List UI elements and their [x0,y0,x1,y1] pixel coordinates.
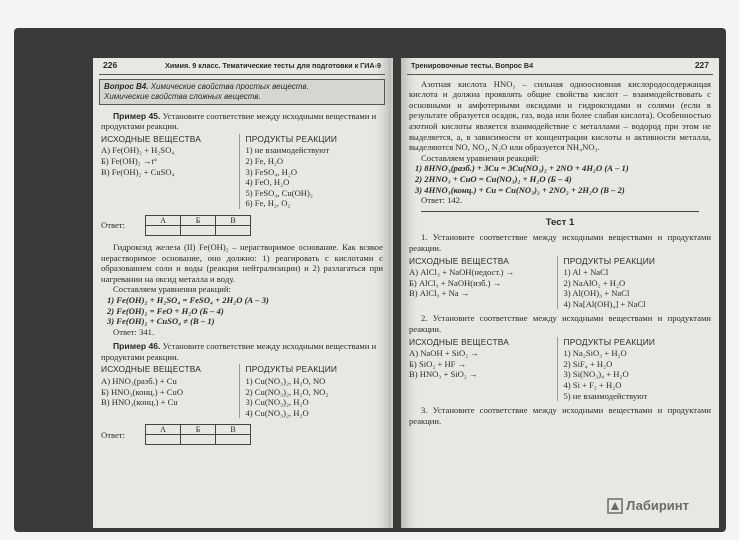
answer-label: Ответ: [101,429,125,440]
labirint-logo-icon [607,498,623,514]
example-45-answer-row [101,215,383,236]
answer-header-b: Б [181,215,216,225]
reactant-item: Б) HNO₃(конц.) + CuO [101,386,184,397]
answer-header-a: А [146,215,181,225]
reactants-title: ИСХОДНЫЕ ВЕЩЕСТВА [409,255,510,266]
reactant-item: А) Fe(OH)₂ + H₂SO₄ [101,145,175,156]
right-running-title: Тренировочные тесты. Вопрос В4 [411,61,534,70]
example-45-lead: Пример 45. [113,110,161,121]
example-46-answer-row [101,424,383,445]
q2-products [557,337,712,402]
equation: 2) 2HNO₃ + CuO = Cu(NO₃)₂ + H₂O (Б – 4) [415,173,572,184]
labirint-logo-text: Лабиринт [626,497,689,513]
reactant-item: А) AlCl₃ + NaOH(недост.) → [409,267,515,278]
test-title: Тест 1 [545,216,575,228]
product-item: 2) SiF₄ + H₂O [563,358,613,369]
product-item: 1) Cu(NO₃)₂, H₂O, NO [245,376,326,387]
answer-table [145,215,251,236]
answer-header-b: Б [181,425,216,435]
equation: 3) 4HNO₃(конц.) + Cu = Cu(NO₃)₂ + 2NO₂ + 2H₂O (В – 2) [415,184,625,195]
product-item: 4) FeO, H₂O [245,177,290,188]
example-46-products [239,364,384,418]
labirint-watermark [607,498,689,514]
example-45-statement [101,111,383,132]
reactant-item: В) HNO₃(конц.) + Cu [101,397,178,408]
reactants-title: ИСХОДНЫЕ ВЕЩЕСТВА [409,336,510,347]
example-45-columns [101,134,383,209]
answer-header-v: В [216,215,251,225]
left-running-title: Химия. 9 класс. Тематические тесты для подготовки к ГИА-9 [165,61,381,70]
product-item: 5) FeSO₄, Cu(OH)₂ [245,187,313,198]
reactant-item: А) NaOH + SiO₂ → [409,348,479,359]
product-item: 2) Fe, H₂O [245,155,284,166]
product-item: 2) Cu(NO₃)₂, H₂O, NO₂ [245,386,329,397]
example-45-explanation: Гидроксид железа (II) Fe(OH)₂ – нерастворимое основание. Как всякое нерастворимое основание, оно должно: 1) реагировать с кислотами с образованием соли и воды (реакция нейтрализации) и 2) разлагаться при нагревании на оксид металла и воду. [101,241,383,284]
example-45-text: Установите соответствие между исходными веществами и продуктами реакции. [101,110,377,132]
q1-products [557,256,712,310]
example-46-columns [101,364,383,418]
answer-cell[interactable] [146,435,181,445]
q2-reactants [409,337,557,402]
nitric-acid-intro: Азотная кислота HNO₃ – сильная одноосновная кислородосодержащая кислота и должна проявлять общие свойства кислот – взаимодействовать с основными и амфотерными оксидами и гидроксидами и солями (если в результате образуется осадок, газ, вода или более слабая кислота). Особенностью азотной кислоты является взаимодействие с металлами – водород при этом не выделяется, а, в зависимости от концентрации кислоты и активности металла, выделяются NO, NO₂, N₂O или образуется NH₄NO₃. [409,78,711,153]
left-page-number: 226 [103,60,118,70]
right-eq-intro: Составляем уравнения реакций: [421,152,539,163]
products-title: ПРОДУКТЫ РЕАКЦИИ [563,336,656,347]
q1-reactants [409,256,557,310]
products-title: ПРОДУКТЫ РЕАКЦИИ [563,255,656,266]
equation: 1) Fe(OH)₂ + H₂SO₄ = FeSO₄ + 2H₂O (А – 3) [107,294,269,305]
example-46-text: Установите соответствие между исходными веществами и продуктами реакции. [101,341,377,362]
question-box-line2: Химические свойства сложных веществ. [104,91,261,101]
right-result: Ответ: 142. [421,195,463,206]
right-page-number: 227 [694,60,709,70]
answer-cell[interactable] [216,435,251,445]
answer-cell[interactable] [181,225,216,235]
q2-columns [409,337,711,402]
left-page-header [99,60,385,75]
example-45-reactants [101,134,239,209]
product-item: 1) Al + NaCl [563,267,609,278]
equation: 1) 8HNO₃(разб.) + 3Cu = 3Cu(NO₃)₂ + 2NO + 4H₂O (А – 1) [415,163,629,174]
answer-cell[interactable] [181,435,216,445]
product-item: 5) не взаимодействуют [563,390,648,401]
reactants-title: ИСХОДНЫЕ ВЕЩЕСТВА [101,133,202,144]
answer-header-v: В [216,425,251,435]
right-page-header [407,60,713,75]
right-page [401,58,719,528]
example-45-products [239,134,384,209]
product-item: 3) Si(NO₃)₄ + H₂O [563,369,629,380]
example-45-eq-intro: Составляем уравнения реакций: [113,284,231,295]
product-item: 3) Cu(NO₃)₂, H₂O [245,397,309,408]
answer-table [145,424,251,445]
product-item: 6) Fe, H₂, O₂ [245,198,291,209]
product-item: 2) NaAlO₂ + H₂O [563,277,626,288]
q2-text: 2. Установите соответствие между исходными веществами и продуктами реакции. [409,313,711,335]
answer-cell[interactable] [216,225,251,235]
example-46-lead: Пример 46. [113,341,161,352]
left-page [93,58,393,528]
question-box [99,79,385,105]
q1-columns [409,256,711,310]
divider [421,211,699,212]
reactant-item: Б) AlCl₃ + NaOH(изб.) → [409,277,502,288]
equation: 3) Fe(OH)₂ + CuSO₄ ≠ (В – 1) [107,316,215,327]
product-item: 3) Al(OH)₃ + NaCl [563,288,630,299]
product-item: 3) FeSO₄, H₂O [245,166,298,177]
product-item: 4) Si + F₂ + H₂O [563,380,622,391]
product-item: 4) Cu(NO₃)₂, H₂O [245,407,309,418]
products-title: ПРОДУКТЫ РЕАКЦИИ [245,364,338,375]
answer-label: Ответ: [101,220,125,231]
q1-text: 1. Установите соответствие между исходными веществами и продуктами реакции. [409,232,711,253]
products-title: ПРОДУКТЫ РЕАКЦИИ [245,133,338,144]
reactant-item: В) AlCl₃ + Na → [409,288,470,299]
example-46-reactants [101,364,239,418]
product-item: 1) Na₂SiO₃ + H₂O [563,348,627,359]
example-45-result: Ответ: 341. [113,326,155,337]
question-box-line1: Химические свойства простых веществ. [150,81,309,91]
q3-text: 3. Установите соответствие между исходными веществами и продуктами реакции. [409,405,711,426]
reactant-item: В) HNO₃ + SiO₂ → [409,369,478,380]
question-box-lead: Вопрос В4. [104,81,149,91]
answer-cell[interactable] [146,225,181,235]
reactants-title: ИСХОДНЫЕ ВЕЩЕСТВА [101,364,202,375]
equation: 2) Fe(OH)₂ = FeO + H₂O (Б – 4) [107,305,224,316]
example-46-statement [101,341,383,362]
product-item: 4) Na[Al(OH)₄] + NaCl [563,298,646,309]
reactant-item: Б) Fe(OH)₂ →t° [101,155,158,166]
reactant-item: В) Fe(OH)₂ + CuSO₄ [101,166,175,177]
product-item: 1) не взаимодействуют [245,145,330,156]
book-spread [14,28,726,532]
answer-header-a: А [146,425,181,435]
reactant-item: Б) SiO₂ + HF → [409,358,467,369]
reactant-item: А) HNO₃(разб.) + Cu [101,376,177,387]
